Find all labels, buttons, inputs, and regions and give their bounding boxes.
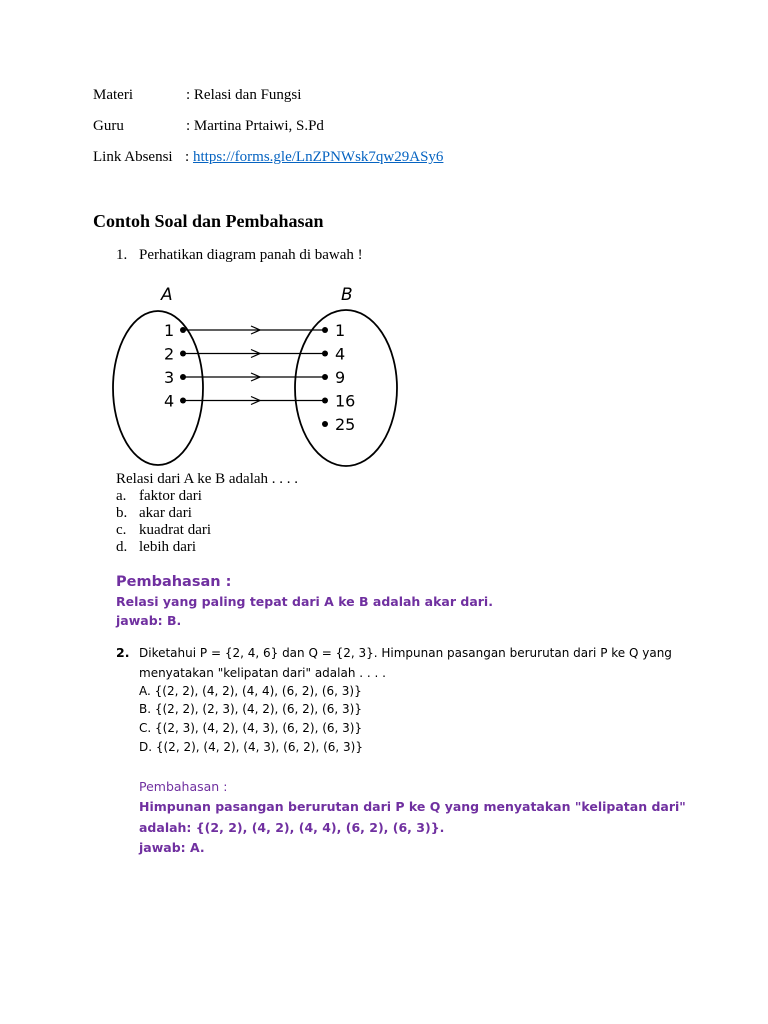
set-a-element: 2 bbox=[164, 344, 175, 364]
guru-label: Guru bbox=[93, 118, 124, 134]
q1-option-b-letter: b. bbox=[116, 505, 128, 521]
q2-option-b: B. {(2, 2), (2, 3), (4, 2), (6, 2), (6, 3)} bbox=[139, 702, 362, 716]
q1-option-c-text: kuadrat dari bbox=[139, 522, 212, 538]
q2-number: 2. bbox=[116, 645, 130, 660]
q2-option-c: C. {(2, 3), (4, 2), (4, 3), (6, 2), (6, 3)} bbox=[139, 721, 363, 735]
set-a-ellipse bbox=[113, 311, 203, 465]
q1-option-b-text: akar dari bbox=[139, 505, 192, 521]
q1-answer: jawab: B. bbox=[116, 613, 182, 628]
q1-discussion-text: Relasi yang paling tepat dari A ke B adalah akar dari. bbox=[116, 594, 493, 609]
arrow-diagram bbox=[100, 280, 410, 470]
set-b-element: 4 bbox=[335, 344, 346, 364]
q1-option-a-letter: a. bbox=[116, 488, 127, 504]
q1-option-d-text: lebih dari bbox=[139, 539, 197, 555]
set-b-label: B bbox=[341, 285, 353, 305]
q2-answer: jawab: A. bbox=[139, 840, 205, 855]
set-b-dot bbox=[322, 421, 328, 427]
q2-option-d: D. {(2, 2), (4, 2), (4, 3), (6, 2), (6, 3)} bbox=[139, 740, 363, 754]
set-a-element: 3 bbox=[164, 368, 175, 387]
q1-prompt: Perhatikan diagram panah di bawah ! bbox=[139, 247, 363, 263]
q1-discussion-title: Pembahasan : bbox=[116, 574, 232, 590]
set-a-element: 4 bbox=[164, 391, 175, 411]
set-b-element: 16 bbox=[335, 391, 356, 411]
set-b-element: 25 bbox=[335, 415, 356, 434]
set-b-element: 1 bbox=[335, 321, 346, 340]
q2-option-a: A. {(2, 2), (4, 2), (4, 4), (6, 2), (6, 3)} bbox=[139, 684, 362, 698]
materi-value: : Relasi dan Fungsi bbox=[186, 87, 302, 103]
absensi-label: Link Absensi bbox=[93, 149, 173, 165]
set-a-label: A bbox=[161, 285, 173, 305]
set-a-element: 1 bbox=[164, 321, 175, 340]
q1-option-a-text: faktor dari bbox=[139, 488, 202, 504]
set-b-element: 9 bbox=[335, 368, 346, 387]
q2-line1: Diketahui P = {2, 4, 6} dan Q = {2, 3}. Himpunan pasangan berurutan dari P ke Q yang bbox=[139, 646, 672, 660]
q1-option-c-letter: c. bbox=[116, 522, 127, 538]
set-b-ellipse bbox=[295, 310, 397, 466]
q1-number: 1. bbox=[116, 247, 128, 263]
section-title: Contoh Soal dan Pembahasan bbox=[93, 211, 324, 231]
guru-value: : Martina Prtaiwi, S.Pd bbox=[186, 118, 324, 134]
materi-label: Materi bbox=[93, 87, 133, 103]
q2-discussion-title: Pembahasan : bbox=[139, 779, 228, 794]
q2-line2: menyatakan "kelipatan dari" adalah . . . . bbox=[139, 666, 386, 680]
q1-option-d-letter: d. bbox=[116, 539, 128, 555]
absensi-separator: : bbox=[185, 149, 190, 165]
q1-question: Relasi dari A ke B adalah . . . . bbox=[116, 471, 299, 487]
q2-discussion-line1: Himpunan pasangan berurutan dari P ke Q yang menyatakan "kelipatan dari" bbox=[139, 799, 686, 814]
absensi-link[interactable]: https://forms.gle/LnZPNWsk7qw29ASy6 bbox=[193, 149, 444, 165]
q2-discussion-line2: adalah: {(2, 2), (4, 2), (4, 4), (6, 2), (6, 3)}. bbox=[139, 820, 445, 835]
